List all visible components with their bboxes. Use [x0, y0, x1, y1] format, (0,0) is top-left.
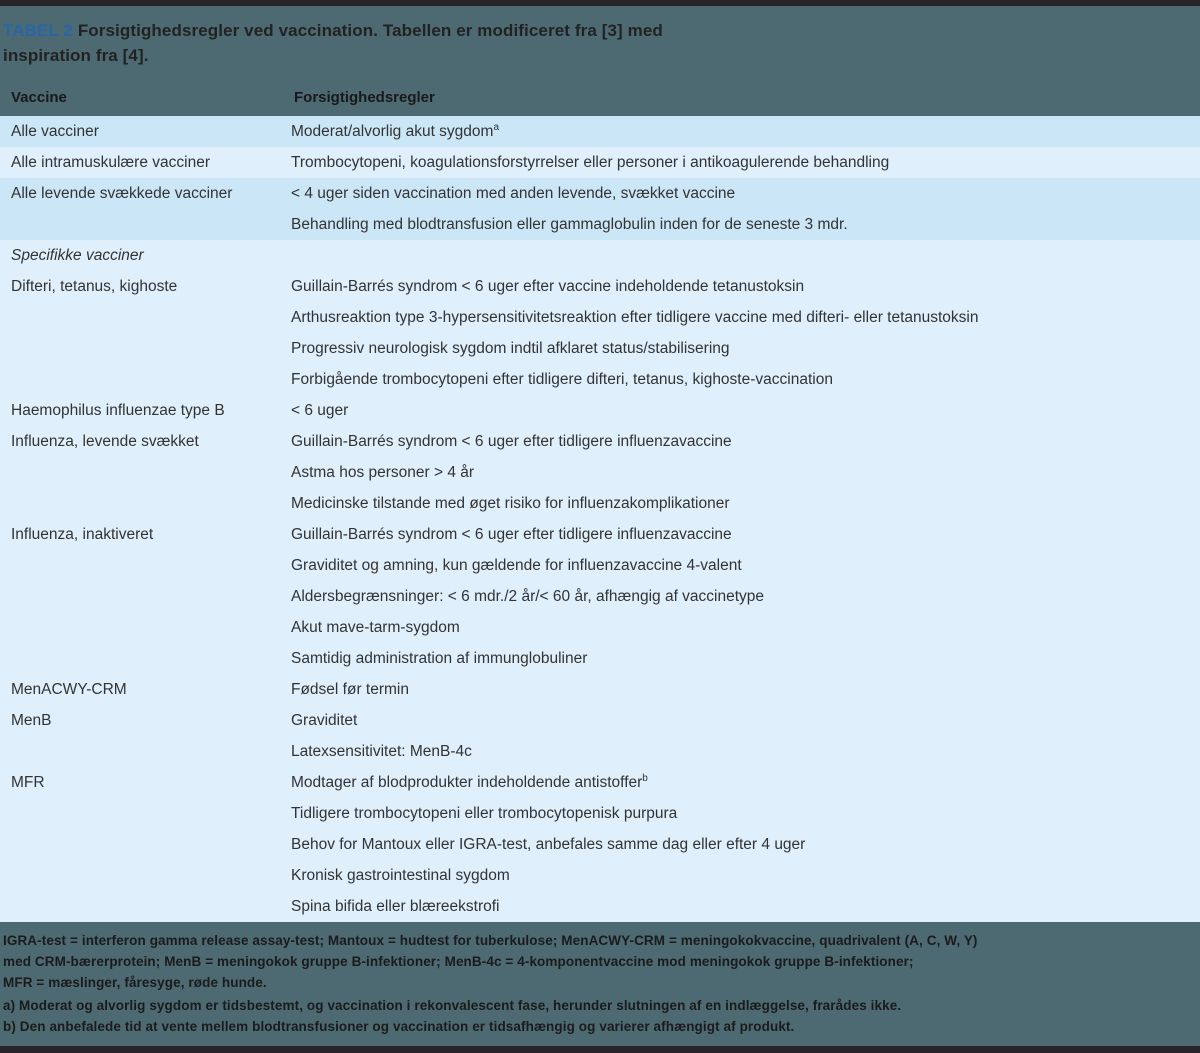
precautions-cell — [291, 116, 1200, 147]
precautions-cell — [291, 178, 1200, 240]
vaccine-cell: Haemophilus influenzae type B — [11, 402, 225, 419]
precaution-line: Behov for Mantoux eller IGRA-test, anbefales samme dag eller efter 4 uger — [291, 836, 806, 853]
vaccine-cell: Alle levende svækkede vacciner — [11, 185, 233, 202]
column-header-vaccine: Vaccine — [11, 89, 67, 106]
table-row — [0, 178, 1200, 240]
abbreviation-line: med CRM-bærerprotein; MenB = meningokok gruppe B-infektioner; MenB-4c = 4-komponentvaccine mod meningokok gruppe B-infektioner; — [3, 954, 914, 969]
precaution-line: Medicinske tilstande med øget risiko for influenzakomplikationer — [291, 495, 730, 512]
vaccine-cell: Difteri, tetanus, kighoste — [11, 278, 178, 295]
precautions-cell — [291, 426, 1200, 519]
table-header — [0, 6, 1200, 116]
precautions-cell — [291, 147, 1200, 178]
table-row — [0, 519, 1200, 674]
table-row — [0, 674, 1200, 705]
table-label: TABEL 2 — [3, 21, 73, 40]
precaution-line: Trombocytopeni, koagulationsforstyrrelser eller personer i antikoagulerende behandling — [291, 154, 890, 171]
vaccine-cell: Alle intramuskulære vacciner — [11, 154, 210, 171]
table-footer — [0, 922, 1200, 1053]
precautions-cell — [291, 395, 1200, 426]
precaution-line: Spina bifida eller blæreekstrofi — [291, 898, 500, 915]
vaccine-cell: MenB — [11, 712, 52, 729]
precaution-line: Guillain-Barrés syndrom < 6 uger efter tidligere influenzavaccine — [291, 433, 732, 450]
vaccine-cell: Influenza, levende svækket — [11, 433, 199, 450]
table-row — [0, 240, 1200, 271]
precautions-cell — [291, 767, 1200, 922]
precaution-line: < 6 uger — [291, 402, 349, 419]
precaution-line: Guillain-Barrés syndrom < 6 uger efter tidligere influenzavaccine — [291, 526, 732, 543]
abbreviation-list — [3, 930, 1190, 993]
precautions-cell — [291, 705, 1200, 767]
table-row — [0, 426, 1200, 519]
precaution-line: Astma hos personer > 4 år — [291, 464, 475, 481]
precaution-line: Behandling med blodtransfusion eller gammaglobulin inden for de seneste 3 mdr. — [291, 216, 848, 233]
precaution-line: Graviditet — [291, 712, 358, 729]
vaccine-cell: Influenza, inaktiveret — [11, 526, 154, 543]
precaution-line: Aldersbegrænsninger: < 6 mdr./2 år/< 60 år, afhængig af vaccinetype — [291, 588, 765, 605]
vaccine-cell: MFR — [11, 774, 45, 791]
precautions-cell — [291, 519, 1200, 674]
footnote-marker: b — [642, 772, 648, 784]
precaution-line: Samtidig administration af immunglobuliner — [291, 650, 588, 667]
table-row — [0, 147, 1200, 178]
precautions-cell — [291, 271, 1200, 395]
precaution-line: Tidligere trombocytopeni eller trombocytopenisk purpura — [291, 805, 678, 822]
footnote-a: a) Moderat og alvorlig sygdom er tidsbestemt, og vaccination i rekonvalescent fase, herunder slutningen af en indlæggelse, frarådes ikke. — [3, 998, 902, 1013]
precaution-line: Fødsel før termin — [291, 681, 409, 698]
table-row — [0, 116, 1200, 147]
bottom-border-rule — [0, 1046, 1200, 1053]
vaccine-cell: Alle vacciner — [11, 123, 99, 140]
footnote-marker: a — [493, 121, 500, 133]
table-body — [0, 116, 1200, 922]
precautions-cell — [291, 674, 1200, 705]
precaution-line: Akut mave-tarm-sygdom — [291, 619, 460, 636]
precaution-line: Forbigående trombocytopeni efter tidligere difteri, tetanus, kighoste-vaccination — [291, 371, 833, 388]
precaution-line: Kronisk gastrointestinal sygdom — [291, 867, 510, 884]
precaution-line: Latexsensitivitet: MenB-4c — [291, 743, 472, 760]
precautions-cell — [291, 240, 1200, 271]
vaccine-cell: Specifikke vacciner — [11, 247, 144, 264]
column-header-precautions: Forsigtighedsregler — [294, 89, 435, 106]
precaution-line: < 4 uger siden vaccination med anden levende, svækket vaccine — [291, 185, 736, 202]
precaution-line: Arthusreaktion type 3-hypersensitivitetsreaktion efter tidligere vaccine med difteri- eller tetanustoksin — [291, 309, 979, 326]
precaution-line: Moderat/alvorlig akut sygdom$^a$ — [291, 121, 500, 140]
precaution-line: Progressiv neurologisk sygdom indtil afklaret status/stabilisering — [291, 340, 730, 357]
precaution-line: Guillain-Barrés syndrom < 6 uger efter vaccine indeholdende tetanustoksin — [291, 278, 805, 295]
table-row — [0, 705, 1200, 767]
table-row — [0, 271, 1200, 395]
precaution-line: Modtager af blodprodukter indeholdende antistoffer$^b$ — [291, 772, 648, 791]
vaccine-cell: MenACWY-CRM — [11, 681, 127, 698]
footnote-b: b) Den anbefalede tid at vente mellem blodtransfusioner og vaccination er tidsafhængig og varierer afhængigt af produkt. — [3, 1019, 795, 1034]
column-header-row — [3, 89, 1190, 106]
table-row — [0, 767, 1200, 922]
table-caption — [3, 18, 743, 68]
table-caption-text: Forsigtighedsregler ved vaccination. Tabellen er modificeret fra [3] med inspiration fra [4]. — [3, 21, 663, 65]
precaution-line: Graviditet og amning, kun gældende for influenzavaccine 4-valent — [291, 557, 742, 574]
abbreviation-line: MFR = mæslinger, fåresyge, røde hunde. — [3, 975, 267, 990]
abbreviation-line: IGRA-test = interferon gamma release assay-test; Mantoux = hudtest for tuberkulose; MenACWY-CRM = meningokokvaccine, quadrivalent (A, C, W, Y) — [3, 933, 978, 948]
table-row — [0, 395, 1200, 426]
